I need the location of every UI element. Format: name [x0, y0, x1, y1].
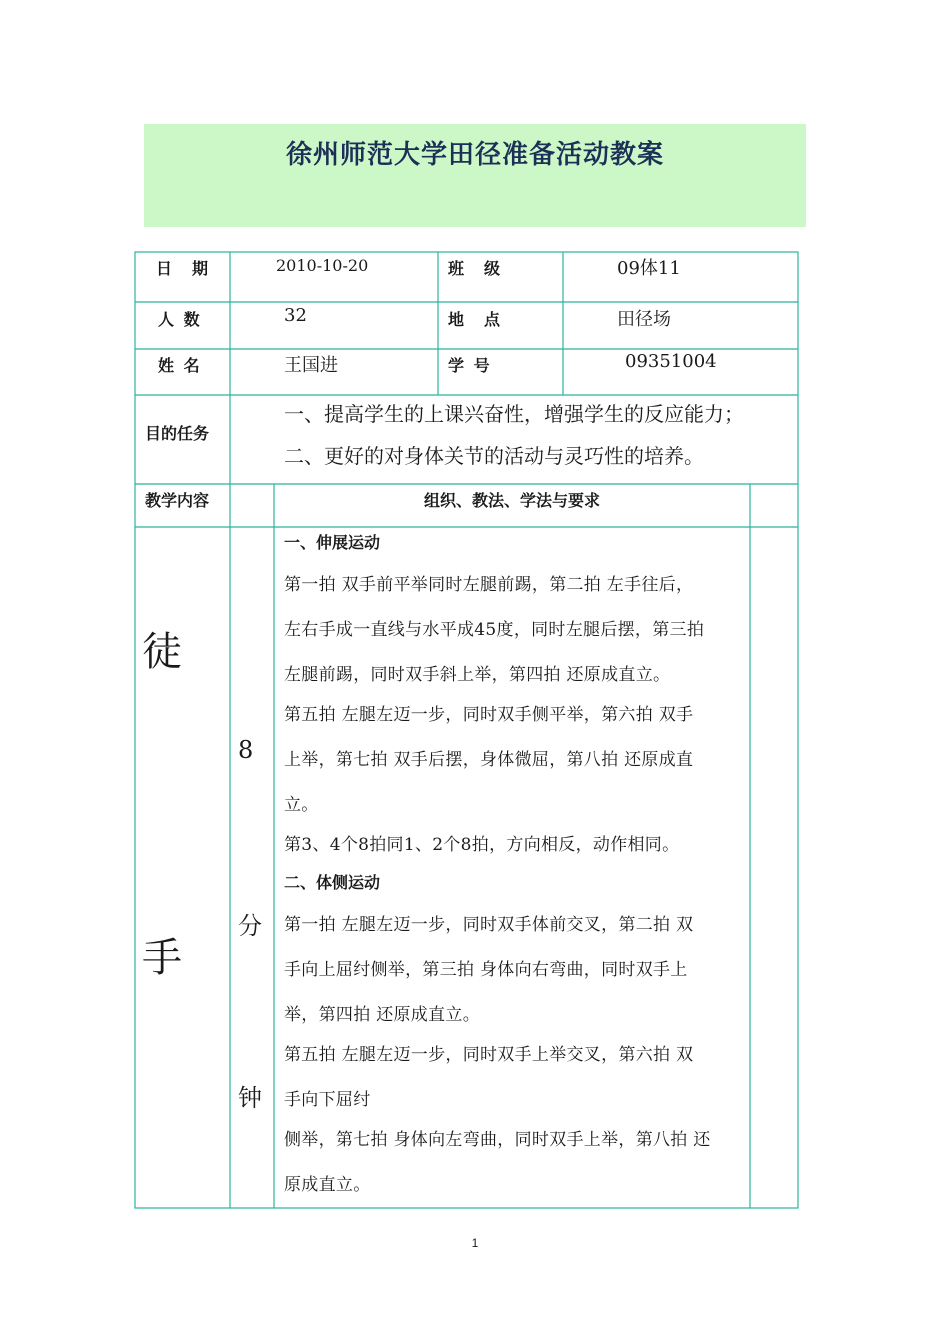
section2-title: 二、体侧运动 — [284, 873, 381, 892]
section1-line: 立。 — [284, 795, 319, 815]
section2-line: 举，第四拍 还原成直立。 — [284, 1005, 481, 1025]
purpose-line-2: 二、更好的对身体关节的活动与灵巧性的培养。 — [284, 444, 704, 468]
name-value: 王国进 — [284, 355, 338, 376]
section1-title: 一、伸展运动 — [284, 533, 381, 552]
section1-line: 左右手成一直线与水平成45度，同时左腿后摆，第三拍 — [284, 620, 705, 640]
count-label: 人 数 — [158, 310, 202, 329]
count-value: 32 — [284, 305, 307, 326]
section2-line: 原成直立。 — [284, 1175, 371, 1195]
section2-line: 第五拍 左腿左迈一步，同时双手上举交叉，第六拍 双 — [284, 1045, 694, 1065]
id-label: 学 号 — [448, 356, 492, 375]
id-value: 09351004 — [625, 351, 717, 372]
class-label: 班 级 — [448, 259, 503, 278]
section1-line: 左腿前踢，同时双手斜上举，第四拍 还原成直立。 — [284, 665, 671, 685]
date-label: 日 期 — [156, 259, 211, 278]
section1-line: 第五拍 左腿左迈一步，同时双手侧平举，第六拍 双手 — [284, 705, 694, 725]
place-value: 田径场 — [617, 309, 671, 330]
duration-char-2: 分 — [238, 912, 262, 940]
section2-line: 第一拍 左腿左迈一步，同时双手体前交叉，第二拍 双 — [284, 915, 694, 935]
section1-line: 第3、4个8拍同1、2个8拍，方向相反，动作相同。 — [284, 835, 680, 855]
name-label: 姓 名 — [158, 356, 202, 375]
activity-char-1: 徒 — [142, 629, 182, 675]
date-value: 2010-10-20 — [276, 256, 369, 275]
page-title: 徐州师范大学田径准备活动教案 — [285, 140, 664, 170]
purpose-line-1: 一、提高学生的上课兴奋性，增强学生的反应能力； — [284, 402, 744, 426]
place-label: 地 点 — [448, 310, 503, 329]
duration-char-1: 8 — [238, 736, 254, 764]
duration-char-3: 钟 — [238, 1084, 262, 1112]
section2-line: 手向上屈纣侧举，第三拍 身体向右弯曲，同时双手上 — [284, 960, 688, 980]
activity-char-2: 手 — [142, 935, 182, 981]
method-header: 组织、教法、学法与要求 — [423, 491, 600, 510]
purpose-label: 目的任务 — [145, 424, 210, 443]
class-value: 09体11 — [617, 258, 681, 279]
section1-line: 上举，第七拍 双手后摆，身体微屈，第八拍 还原成直 — [284, 750, 694, 770]
section2-line: 侧举，第七拍 身体向左弯曲，同时双手上举，第八拍 还 — [284, 1130, 711, 1150]
section2-line: 手向下屈纣 — [284, 1090, 371, 1110]
page-number: 1 — [471, 1236, 479, 1250]
title-band — [144, 124, 806, 227]
content-label: 教学内容 — [145, 491, 210, 510]
section1-line: 第一拍 双手前平举同时左腿前踢，第二拍 左手往后， — [284, 575, 694, 595]
